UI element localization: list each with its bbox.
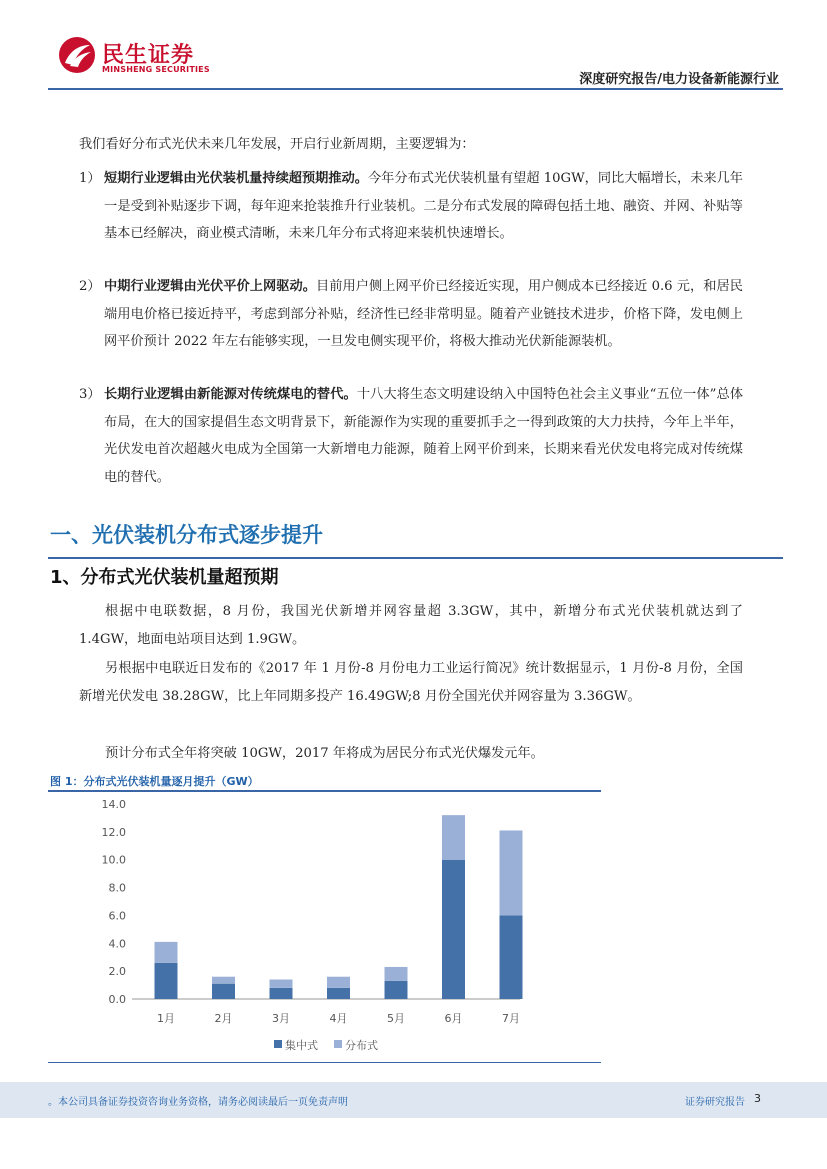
subsection-title: 1、分布式光伏装机量超预期 [50, 567, 279, 588]
brand-name-en: MINSHENG SECURITIES [102, 65, 210, 74]
legend-label: 集中式 [285, 1039, 318, 1052]
report-type: 深度研究报告/电力设备新能源行业 [579, 72, 779, 87]
legend-label: 分布式 [345, 1039, 378, 1052]
bar-distributed-5 [385, 967, 408, 981]
logic-item-2 [79, 273, 743, 356]
figure-bottom-divider [48, 1062, 601, 1063]
bar-centralized-7 [500, 915, 523, 999]
logo [58, 36, 218, 76]
logic-item-text: 今年分布式光伏装机量有望超 10GW，同比大幅增长，未来几年一是受到补贴逐步下调，每年迎来抢装推升行业装机。二是分布式发展的障碍包括土地、融资、并网、补贴等基本已经解决，商业模式清晰，未来几年分布式将迎来装机快速增长。 [104, 171, 743, 241]
bar-centralized-3 [270, 988, 293, 999]
body-paragraph-3: 预计分布式全年将突破 10GW，2017 年将成为居民分布式光伏爆发元年。 [105, 746, 544, 761]
x-tick-label: 1月 [157, 1012, 175, 1025]
header-divider [48, 88, 783, 90]
x-tick-label: 4月 [329, 1012, 348, 1025]
logic-item-number: 2） [79, 279, 101, 294]
logic-item-3 [79, 381, 743, 491]
body-paragraph-1: 根据中电联数据，8 月份，我国光伏新增并网容量超 3.3GW，其中，新增分布式光伏装机就达到了 1.4GW，地面电站项目达到 1.9GW。 [79, 604, 743, 647]
x-tick-label: 2月 [214, 1012, 233, 1025]
x-tick-label: 5月 [387, 1012, 405, 1025]
logic-item-1 [79, 165, 743, 248]
y-tick-label: 2.0 [108, 965, 126, 979]
brand-name-cn: 民生证券 [102, 43, 195, 68]
logic-item-heading: 短期行业逻辑由光伏装机量持续超预期推动。 [104, 171, 368, 186]
bar-distributed-2 [212, 977, 235, 984]
x-tick-label: 6月 [444, 1012, 463, 1025]
figure-title: 图 1：分布式光伏装机量逐月提升（GW） [50, 775, 259, 788]
section-divider [48, 557, 783, 559]
body-paragraph-2: 另根据中电联近日发布的《2017 年 1 月份-8 月份电力工业运行简况》统计数据显示，1 月份-8 月份，全国新增光伏发电 38.28GW，比上年同期多投产 16.49GW;8 月份全国光伏并网容量为 3.36GW。 [79, 661, 743, 704]
bar-distributed-6 [442, 815, 465, 860]
logic-item-heading: 中期行业逻辑由光伏平价上网驱动。 [104, 279, 317, 294]
bar-distributed-1 [155, 942, 178, 963]
logic-item-text: 十八大将生态文明建设纳入中国特色社会主义事业“五位一体”总体布局，在大的国家提倡生态文明背景下，新能源作为实现的重要抓手之一得到政策的大力扶持，今年上半年，光伏发电首次超越火电成为全国第一大新增电力能源，随着上网平价到来，长期来看光伏发电将完成对传统煤电的替代。 [104, 387, 744, 485]
bar-centralized-1 [155, 963, 178, 999]
footer-disclaimer: 。本公司具备证券投资咨询业务资格，请务必阅读最后一页免责声明 [48, 1097, 348, 1108]
bar-centralized-6 [442, 860, 465, 999]
bar-centralized-2 [212, 984, 235, 999]
page-number: 3 [754, 1092, 761, 1105]
bar-distributed-3 [270, 980, 293, 988]
minsheng-logo-icon [58, 36, 96, 74]
footer [0, 1082, 827, 1118]
logic-item-number: 3） [79, 387, 101, 402]
section-title: 一、光伏装机分布式逐步提升 [50, 523, 323, 547]
bar-centralized-5 [385, 981, 408, 999]
stacked-bar-chart [48, 792, 608, 1062]
bar-distributed-4 [327, 977, 350, 988]
y-tick-label: 0.0 [108, 993, 126, 1006]
x-tick-label: 3月 [272, 1012, 290, 1025]
legend-swatch [274, 1040, 282, 1048]
x-tick-label: 7月 [502, 1012, 520, 1025]
y-tick-label: 8.0 [108, 881, 126, 895]
intro-paragraph: 我们看好分布式光伏未来几年发展，开启行业新周期，主要逻辑为： [79, 137, 475, 152]
y-tick-label: 6.0 [108, 909, 126, 923]
legend-swatch [334, 1040, 342, 1048]
y-tick-label: 10.0 [101, 853, 126, 867]
bar-centralized-4 [327, 988, 350, 999]
logic-item-text: 目前用户侧上网平价已经接近实现，用户侧成本已经接近 0.6 元，和居民端用电价格已接近持平，考虑到部分补贴，经济性已经非常明显。随着产业链技术进步，价格下降，发电侧上网平价预计 2022 年左右能够实现，一旦发电侧实现平价，将极大推动光伏新能源装机。 [104, 279, 743, 349]
footer-label: 证券研究报告 [685, 1097, 745, 1108]
logic-item-heading: 长期行业逻辑由新能源对传统煤电的替代。 [104, 387, 357, 402]
y-tick-label: 14.0 [101, 798, 126, 811]
bar-distributed-7 [500, 830, 523, 915]
y-tick-label: 4.0 [108, 937, 126, 951]
y-tick-label: 12.0 [101, 825, 126, 839]
logic-item-number: 1） [79, 171, 101, 186]
